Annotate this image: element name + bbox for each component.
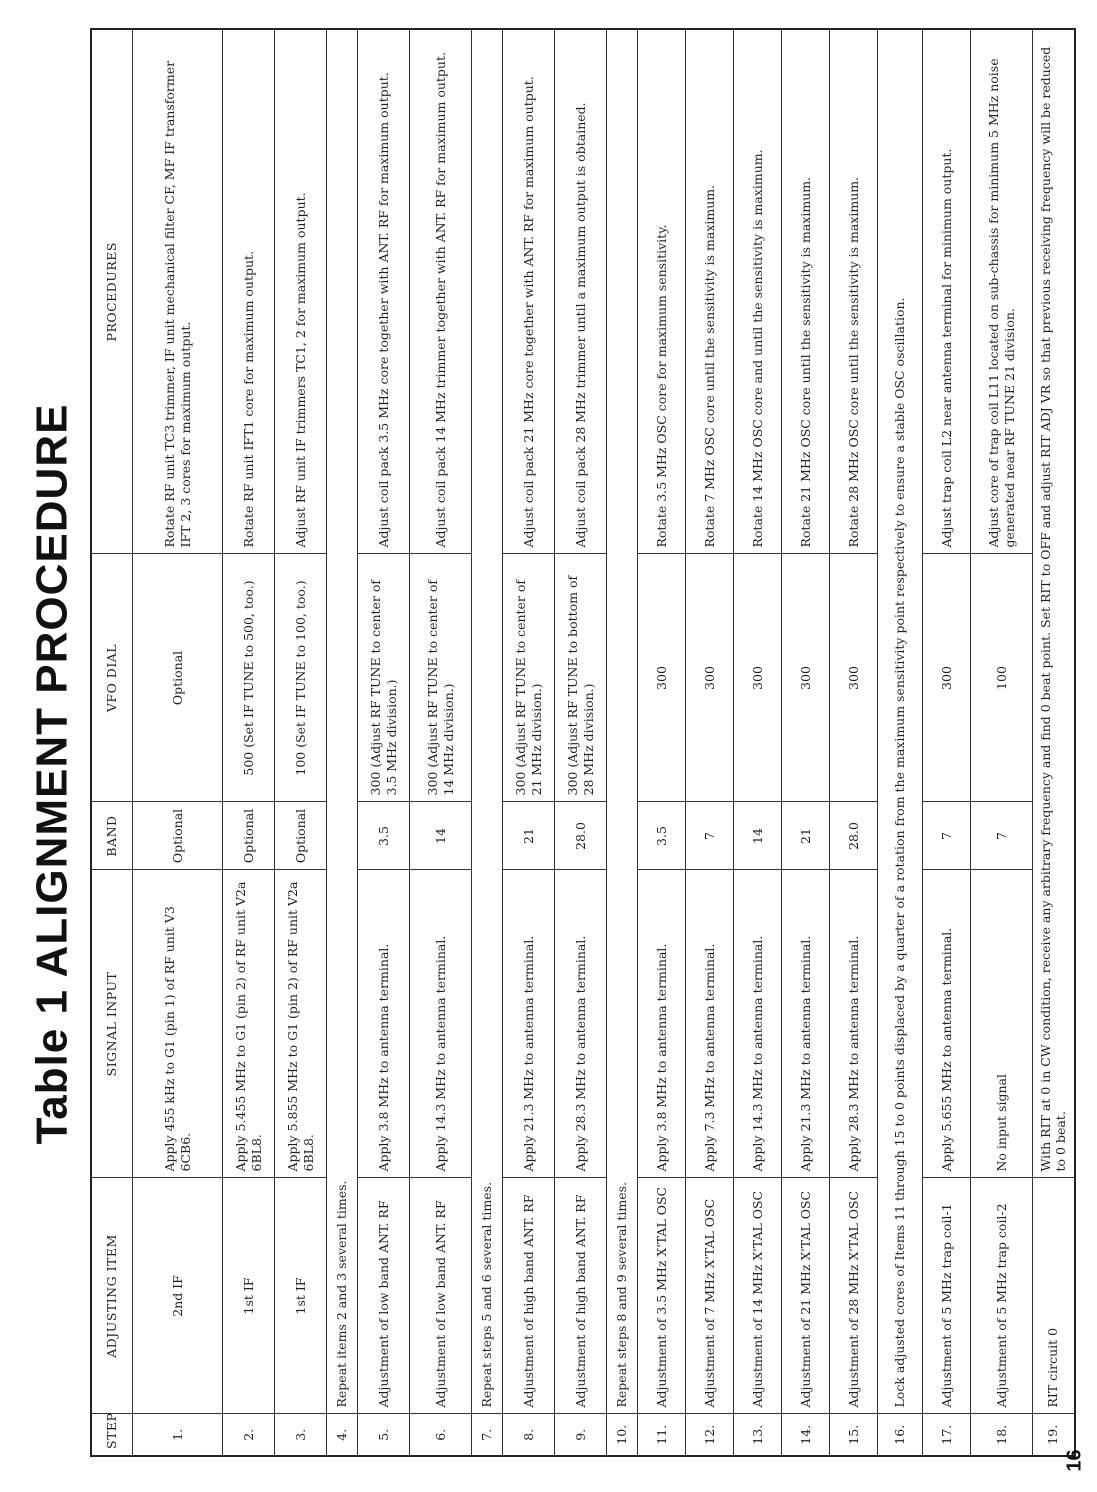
signal-input-cell: Apply 455 kHz to G1 (pin 1) of RF unit V3 6CB6. [133,870,223,1178]
band-cell: 7 [923,802,971,870]
signal-input-cell: Apply 28.3 MHz to antenna terminal. [555,870,607,1178]
signal-input-cell: Apply 21.3 MHz to antenna terminal. [782,870,830,1178]
table-row [686,29,734,1456]
table-row [223,29,275,1456]
header-vfo-dial: VFO DIAL [91,554,133,802]
procedure-cell: Rotate 21 MHz OSC core until the sensitivity is maximum. [782,29,830,554]
signal-input-cell: Apply 5.855 MHz to G1 (pin 2) of RF unit V2a 6BL8. [275,870,327,1178]
page-number-text: 16 [1063,1448,1086,1472]
step-cell: 19. [1033,1414,1075,1456]
step-cell: 7. [472,1414,503,1456]
vfo-dial-cell: 300 (Adjust RF TUNE to center of 21 MHz division.) [503,554,555,802]
procedure-cell: Adjust coil pack 3.5 MHz core together with ANT. RF for maximum output. [358,29,410,554]
band-cell: 3.5 [638,802,686,870]
signal-input-cell: Apply 14.3 MHz to antenna terminal. [734,870,782,1178]
note-cell: Repeat steps 8 and 9 several times. [607,29,638,1414]
adjusting-item-cell: Adjustment of high band ANT. RF [555,1178,607,1414]
step-cell: 6. [410,1414,472,1456]
vfo-dial-cell: Optional [133,554,223,802]
adjusting-item-cell: Adjustment of 14 MHz X'TAL OSC [734,1178,782,1414]
adjusting-item-cell: Adjustment of 21 MHz X'TAL OSC [782,1178,830,1414]
band-cell: 14 [734,802,782,870]
adjusting-item-cell: RIT circuit 0 [1033,1178,1075,1414]
table-row [830,29,878,1456]
procedure-cell: Adjust coil pack 21 MHz core together with ANT. RF for maximum output. [503,29,555,554]
step-cell: 13. [734,1414,782,1456]
table-row [133,29,223,1456]
vfo-dial-cell: 300 [734,554,782,802]
step-cell: 3. [275,1414,327,1456]
table-header-row [91,29,133,1456]
adjusting-item-cell: Adjustment of 3.5 MHz X'TAL OSC [638,1178,686,1414]
table-row [638,29,686,1456]
band-cell: 3.5 [358,802,410,870]
step-cell: 14. [782,1414,830,1456]
adjusting-item-cell: Adjustment of 5 MHz trap coil-1 [923,1178,971,1414]
step-cell: 1. [133,1414,223,1456]
adjusting-item-cell: Adjustment of 28 MHz X'TAL OSC [830,1178,878,1414]
table-row [971,29,1033,1456]
table-row [472,29,503,1456]
band-cell: 7 [971,802,1033,870]
signal-input-cell: Apply 21.3 MHz to antenna terminal. [503,870,555,1178]
step-cell: 15. [830,1414,878,1456]
adjusting-item-cell: Adjustment of low band ANT. RF [358,1178,410,1414]
header-adjusting-item: ADJUSTING ITEM [91,1178,133,1414]
signal-input-cell: No input signal [971,870,1033,1178]
table-row [782,29,830,1456]
band-cell: Optional [223,802,275,870]
signal-input-cell: Apply 7.3 MHz to antenna terminal. [686,870,734,1178]
adjusting-item-cell: Adjustment of 5 MHz trap coil-2 [971,1178,1033,1414]
adjusting-item-cell: 1st IF [223,1178,275,1414]
vfo-dial-cell: 300 [923,554,971,802]
band-cell: 28.0 [555,802,607,870]
band-cell: 21 [503,802,555,870]
band-cell: Optional [275,802,327,870]
procedure-cell: Rotate RF unit TC3 trimmer, IF unit mechanical filter CF, MF IF transformer IFT 2, 3 cores for maximum output. [133,29,223,554]
table-row [358,29,410,1456]
vfo-dial-cell: 300 (Adjust RF TUNE to center of 3.5 MHz division.) [358,554,410,802]
procedure-cell: Rotate 3.5 MHz OSC core for maximum sensitivity. [638,29,686,554]
vfo-dial-cell: 300 (Adjust RF TUNE to center of 14 MHz division.) [410,554,472,802]
step-cell: 10. [607,1414,638,1456]
step-cell: 12. [686,1414,734,1456]
table-row [878,29,923,1456]
procedure-cell: Adjust coil pack 28 MHz trimmer until a maximum output is obtained. [555,29,607,554]
step-cell: 4. [327,1414,358,1456]
signal-input-cell: Apply 5.455 MHz to G1 (pin 2) of RF unit V2a 6BL8. [223,870,275,1178]
procedure-cell: Rotate RF unit IFT1 core for maximum output. [223,29,275,554]
adjusting-item-cell: Adjustment of 7 MHz X'TAL OSC [686,1178,734,1414]
step-cell: 9. [555,1414,607,1456]
vfo-dial-cell: 100 (Set IF TUNE to 100, too.) [275,554,327,802]
page-title [22,364,82,1184]
step-cell: 5. [358,1414,410,1456]
band-cell: 7 [686,802,734,870]
header-step: STEP [91,1414,133,1456]
band-cell: 28.0 [830,802,878,870]
step-cell: 17. [923,1414,971,1456]
table-row [503,29,555,1456]
vfo-dial-cell: 300 [782,554,830,802]
table-row [555,29,607,1456]
procedure-cell: Rotate 14 MHz OSC core and until the sensitivity is maximum. [734,29,782,554]
alignment-procedure-table [90,28,1076,1457]
procedure-cell: Adjust core of trap coil L11 located on sub-chassis for minimum 5 MHz noise generated near RF TUNE 21 division. [971,29,1033,554]
band-cell: Optional [133,802,223,870]
adjusting-item-cell: 2nd IF [133,1178,223,1414]
procedure-cell: Rotate 28 MHz OSC core until the sensitivity is maximum. [830,29,878,554]
vfo-dial-cell: 300 (Adjust RF TUNE to bottom of 28 MHz division.) [555,554,607,802]
step-cell: 2. [223,1414,275,1456]
table-row [923,29,971,1456]
adjusting-item-cell: Adjustment of high band ANT. RF [503,1178,555,1414]
signal-input-cell: Apply 28.3 MHz to antenna terminal. [830,870,878,1178]
page-title-text: Table 1 ALIGNMENT PROCEDURE [27,403,76,1145]
procedure-cell: Adjust coil pack 14 MHz trimmer together with ANT. RF for maximum output. [410,29,472,554]
merged-note-cell: With RIT at 0 in CW condition, receive any arbitrary frequency and find 0 beat point. Set RIT to OFF and adjust RIT ADJ VR so that previous receiving frequency will be reduced to 0 beat. [1033,29,1075,1178]
header-procedures: PROCEDURES [91,29,133,554]
table-row [607,29,638,1456]
step-cell: 16. [878,1414,923,1456]
procedure-cell: Adjust trap coil L2 near antenna terminal for minimum output. [923,29,971,554]
alignment-table-container [90,30,1069,1457]
step-cell: 11. [638,1414,686,1456]
adjusting-item-cell: Adjustment of low band ANT. RF [410,1178,472,1414]
signal-input-cell: Apply 14.3 MHz to antenna terminal. [410,870,472,1178]
procedure-cell: Adjust RF unit IF trimmers TC1, 2 for maximum output. [275,29,327,554]
note-cell: Repeat items 2 and 3 several times. [327,29,358,1414]
table-row [1033,29,1075,1456]
signal-input-cell: Apply 5.655 MHz to antenna terminal. [923,870,971,1178]
step-cell: 8. [503,1414,555,1456]
table-row [327,29,358,1456]
note-cell: Repeat steps 5 and 6 several times. [472,29,503,1414]
band-cell: 21 [782,802,830,870]
merged-note-cell: Lock adjusted cores of Items 11 through 15 to 0 points displaced by a quarter of a rotation from the maximum sensitivity point respectively to ensure a stable OSC oscillation. [878,29,923,1414]
header-band: BAND [91,802,133,870]
band-cell: 14 [410,802,472,870]
header-signal-input: SIGNAL INPUT [91,870,133,1178]
vfo-dial-cell: 300 [830,554,878,802]
page-number [1060,1440,1090,1480]
vfo-dial-cell: 300 [686,554,734,802]
signal-input-cell: Apply 3.8 MHz to antenna terminal. [358,870,410,1178]
rotated-table-frame [90,30,1069,1457]
step-cell: 18. [971,1414,1033,1456]
vfo-dial-cell: 100 [971,554,1033,802]
adjusting-item-cell: 1st IF [275,1178,327,1414]
vfo-dial-cell: 300 [638,554,686,802]
signal-input-cell: Apply 3.8 MHz to antenna terminal. [638,870,686,1178]
procedure-cell: Rotate 7 MHz OSC core until the sensitivity is maximum. [686,29,734,554]
vfo-dial-cell: 500 (Set IF TUNE to 500, too.) [223,554,275,802]
table-row [734,29,782,1456]
table-row [275,29,327,1456]
table-row [410,29,472,1456]
